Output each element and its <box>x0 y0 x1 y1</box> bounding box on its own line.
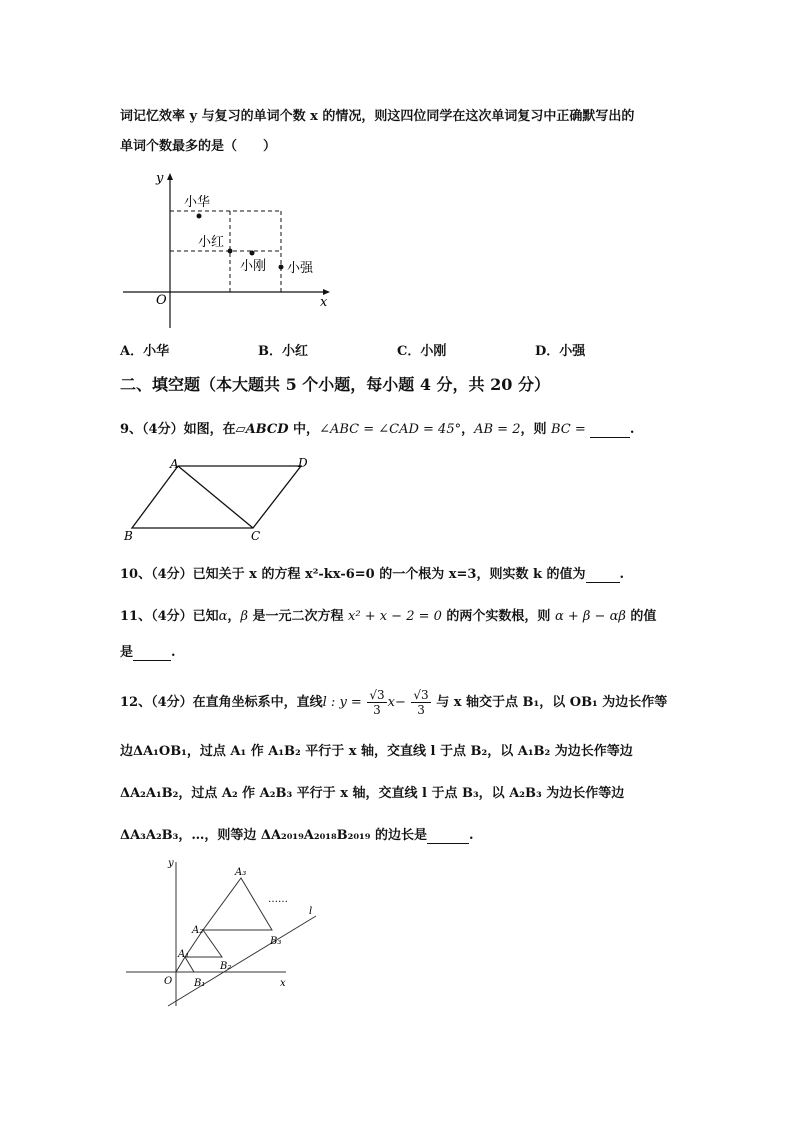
q9-text <box>120 418 634 438</box>
q11-eq: x² + x − 2 = 0 <box>348 609 442 624</box>
label-c: C <box>251 529 261 543</box>
option-a: A．小华 <box>120 344 170 359</box>
point-xiaogang <box>250 251 255 256</box>
q11-text3: 的两个实数根，则 <box>441 609 555 624</box>
q11-text1: 11、（4分）已知 <box>120 609 219 624</box>
q12-label-dots: …… <box>268 894 288 905</box>
q11-line2 <box>120 641 176 661</box>
q12-row4: ΔA₃A₂B₃，…，则等边 ΔA₂₀₁₉A₂₀₁₈B₂₀₁₉ 的边长是 <box>120 828 427 843</box>
section-heading: 二、填空题（本大题共 5 个小题，每小题 4 分，共 20 分） <box>120 375 550 394</box>
q12-line4 <box>120 824 474 844</box>
q11-expr: α + β − αβ <box>554 609 626 624</box>
q12-frac2-den: 3 <box>417 703 425 717</box>
q8-graph <box>118 168 348 338</box>
q9-target: BC = <box>551 422 590 437</box>
point-xiaohong <box>228 249 233 254</box>
q11-comma: ， <box>227 609 241 624</box>
label-a: A <box>170 457 179 471</box>
q11-blank <box>133 645 171 661</box>
q12-end: . <box>468 828 474 843</box>
q12-frac2 <box>411 688 430 717</box>
origin-label: O <box>156 293 167 308</box>
q12-x: x <box>387 695 395 710</box>
q12-label-y: y <box>168 858 174 869</box>
option-d: D．小强 <box>535 344 586 359</box>
label-d: D <box>298 456 308 470</box>
q9-end: . <box>629 422 635 437</box>
q12-frac1-den: 3 <box>373 703 381 717</box>
option-b: B．小红 <box>258 344 308 359</box>
q10-end: . <box>619 567 625 582</box>
q11-beta: β <box>240 609 248 624</box>
label-b: B <box>124 529 133 543</box>
y-axis-label: y <box>156 171 164 186</box>
q12-label-o: O <box>164 976 173 987</box>
q12-minus: − <box>394 695 406 710</box>
q9-blank <box>590 422 630 438</box>
label-xiaohua: 小华 <box>184 195 211 210</box>
q9-prefix: 9、（4分）如图，在▱ <box>120 422 246 437</box>
q8-text-line1: 词记忆效率 y 与复习的单词个数 x 的情况，则这四位同学在这次单词复习中正确默写出的 <box>120 109 635 124</box>
q9-mid: 中， <box>288 422 320 437</box>
triangle-2 <box>185 930 222 957</box>
q12-frac1 <box>367 688 386 717</box>
q11-text2: 是一元二次方程 <box>247 609 349 624</box>
q9-ask: ，则 <box>520 422 552 437</box>
q12-line2: 边ΔA₁OB₁，过点 A₁ 作 A₁B₂ 平行于 x 轴，交直线 l 于点 B₂，以 A₁B₂ 为边长作等边 <box>120 744 633 759</box>
q9-cond2: AB = 2 <box>474 422 521 437</box>
label-xiaoqiang: 小强 <box>287 261 314 276</box>
q12-linevar: l : y = <box>322 695 362 710</box>
q11-line2-text: 是 <box>120 645 134 660</box>
label-xiaogang: 小刚 <box>240 259 267 274</box>
point-xiaoqiang <box>279 265 284 270</box>
q9-para: ABCD <box>245 422 289 437</box>
label-xiaohong: 小红 <box>198 235 225 250</box>
diagonal-ac <box>178 466 253 528</box>
option-c: C．小刚 <box>397 344 447 359</box>
q12-label-a1: A₁ <box>178 949 190 960</box>
triangle-3 <box>203 878 272 930</box>
q12-line3: ΔA₂A₁B₂，过点 A₂ 作 A₂B₃ 平行于 x 轴，交直线 l 于点 B₃，以 A₂B₃ 为边长作等边 <box>120 786 625 801</box>
q9-figure <box>118 454 318 544</box>
point-xiaohua <box>197 214 202 219</box>
q11-alpha: α <box>218 609 228 624</box>
q12-label-l: l <box>309 906 313 917</box>
q10-text <box>120 563 624 583</box>
q9-sep: ， <box>461 422 475 437</box>
q12-label-b3: B₃ <box>270 936 282 947</box>
q12-line1 <box>120 688 667 717</box>
q11-text <box>120 605 656 624</box>
q12-frac2-num: √3 <box>413 688 429 702</box>
q12-label-b1: B₁ <box>194 978 206 989</box>
q11-end: . <box>171 645 176 660</box>
q12-blank <box>427 828 469 844</box>
q10-body: 10、（4分）已知关于 x 的方程 x²-kx-6=0 的一个根为 x=3，则实数 k 的值为 <box>120 567 586 582</box>
q12-intro: 12、（4分）在直角坐标系中，直线 <box>120 695 323 710</box>
q12-after: 与 x 轴交于点 B₁，以 OB₁ 为边长作等 <box>431 695 668 710</box>
q12-figure <box>120 856 330 1012</box>
q10-blank <box>586 567 620 583</box>
q12-label-a3: A₃ <box>235 867 247 878</box>
x-axis-label: x <box>320 295 328 310</box>
q12-label-a2: A₂ <box>192 925 204 936</box>
q12-frac1-num: √3 <box>369 688 385 702</box>
q12-label-b2: B₂ <box>220 961 232 972</box>
q12-label-x: x <box>280 978 286 989</box>
q8-text-line2: 单词个数最多的是（ ） <box>120 139 277 154</box>
q9-cond1: ∠ABC = ∠CAD = 45° <box>319 422 462 437</box>
q11-text4: 的值 <box>625 609 657 624</box>
